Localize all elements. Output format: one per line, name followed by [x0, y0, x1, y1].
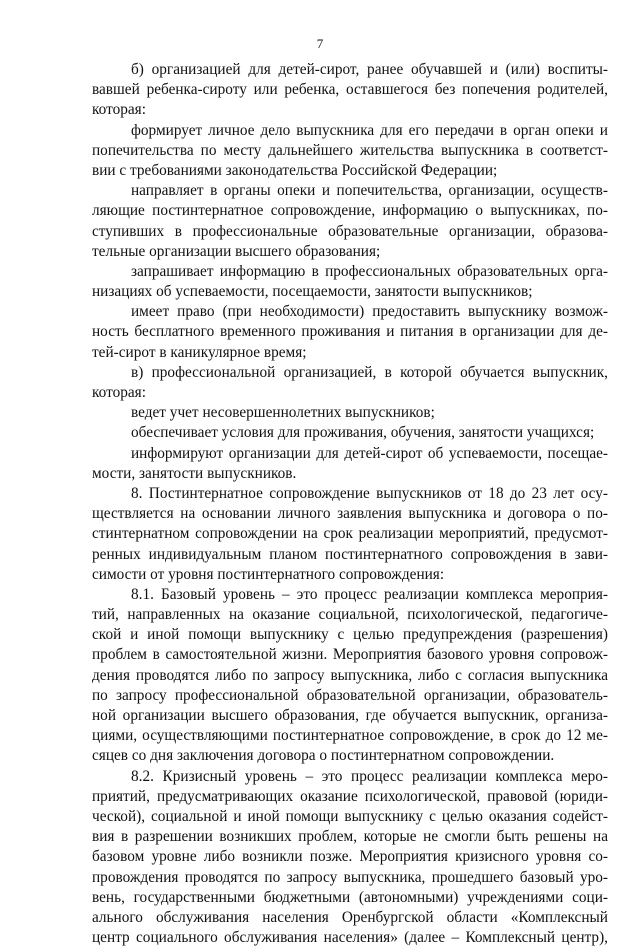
- text-line: мости, занятости выпускников.: [92, 464, 297, 482]
- text-line: ляющие постинтернатное сопровождение, информацию о выпускниках, по-: [92, 202, 608, 220]
- text-line: попечительства по месту дальнейшего жительства выпускника в соответст-: [92, 141, 608, 159]
- text-line: ность бесплатного временного проживания и питания в организации для де-: [92, 323, 608, 341]
- text-line: ведет учет несовершеннолетних выпускников;: [131, 404, 435, 422]
- text-line: циями, осуществляющими постинтернатное сопровождение, в срок до 12 ме-: [92, 727, 608, 745]
- text-line: ской и иной помощи выпускнику с целью предупреждения (разрешения): [92, 626, 608, 644]
- text-line: дения проводятся либо по запросу выпускника, либо с согласия выпускника: [92, 666, 608, 684]
- text-line: которая:: [92, 384, 146, 401]
- text-line: вии с требованиями законодательства Российской Федерации;: [92, 161, 498, 179]
- text-line: вия в разрешении возникших проблем, которые не смогли быть решены на: [92, 828, 608, 846]
- text-line: в) профессиональной организацией, в которой обучается выпускник,: [131, 363, 608, 381]
- text-line: симости от уровня постинтернатного сопровождения:: [92, 565, 445, 583]
- text-line: которая:: [92, 101, 146, 119]
- text-line: вень, государственными бюджетными (автономными) учреждениями соци-: [92, 888, 608, 906]
- text-line: запрашивает информацию в профессиональных образовательных орга-: [131, 262, 608, 280]
- text-line: 8. Постинтернатное сопровождение выпускников от 18 до 23 лет осу-: [131, 484, 608, 502]
- text-line: ческой), социальной и иной помощи выпускнику с целью оказания содейст-: [92, 807, 608, 825]
- text-line: 8.2. Кризисный уровень – это процесс реализации комплекса меро-: [131, 767, 608, 785]
- text-line: по запросу профессиональной образовательной организации, образователь-: [92, 686, 608, 704]
- text-line: проблем в самостоятельной жизни. Мероприятия базового уровня сопровож-: [92, 646, 608, 664]
- text-line: стинтернатном сопровождении на срок реализации мероприятий, предусмот-: [92, 525, 608, 543]
- text-line: ществляется на основании личного заявления выпускника и договора о по-: [92, 505, 608, 523]
- text-line: ренных индивидуальным планом постинтернатного сопровождения в зави-: [92, 545, 608, 563]
- text-line: 8.1. Базовый уровень – это процесс реализации комплекса мероприя-: [131, 585, 608, 603]
- text-line: провождения проводятся по запросу выпускника, прошедшего базовый уро-: [92, 868, 608, 886]
- document-body: [92, 60, 608, 948]
- text-line: обеспечивает условия для проживания, обучения, занятости учащихся;: [131, 424, 595, 442]
- text-line: б) организацией для детей-сирот, ранее обучавшей и (или) воспиты-: [131, 61, 608, 78]
- text-line: центр социального обслуживания населения» (далее – Комплексный центр),: [92, 929, 608, 947]
- text-line: вавшей ребенка-сироту или ребенка, оставшегося без попечения родителей,: [92, 81, 608, 99]
- text-line: ального обслуживания населения Оренбургской области «Комплексный: [92, 908, 608, 926]
- text-line: формирует личное дело выпускника для его передачи в орган опеки и: [131, 121, 608, 139]
- text-line: ной организации высшего образования, где обучается выпускник, организа-: [92, 707, 608, 724]
- page-number: 7: [316, 36, 324, 51]
- text-line: сяцев со дня заключения договора о постинтернатном сопровождении.: [92, 747, 555, 765]
- text-line: направляет в органы опеки и попечительства, организации, осуществ-: [131, 182, 608, 200]
- text-line: базовом уровне либо возникли позже. Мероприятия кризисного уровня со-: [92, 848, 608, 866]
- text-line: тей-сирот в каникулярное время;: [92, 343, 307, 361]
- text-line: имеет право (при необходимости) предоставить выпускнику возмож-: [131, 303, 608, 321]
- text-line: низациях об успеваемости, посещаемости, занятости выпускников;: [92, 283, 533, 301]
- text-line: тий, направленных на оказание социальной, психологической, педагогиче-: [92, 606, 608, 624]
- text-line: тельные организации высшего образования;: [92, 242, 381, 260]
- text-line: информируют организации для детей-сирот об успеваемости, посещае-: [131, 444, 608, 462]
- text-line: ступивших в профессиональные образовательные организации, образова-: [92, 222, 608, 240]
- text-line: приятий, предусматривающих оказание психологической, правовой (юриди-: [92, 787, 608, 805]
